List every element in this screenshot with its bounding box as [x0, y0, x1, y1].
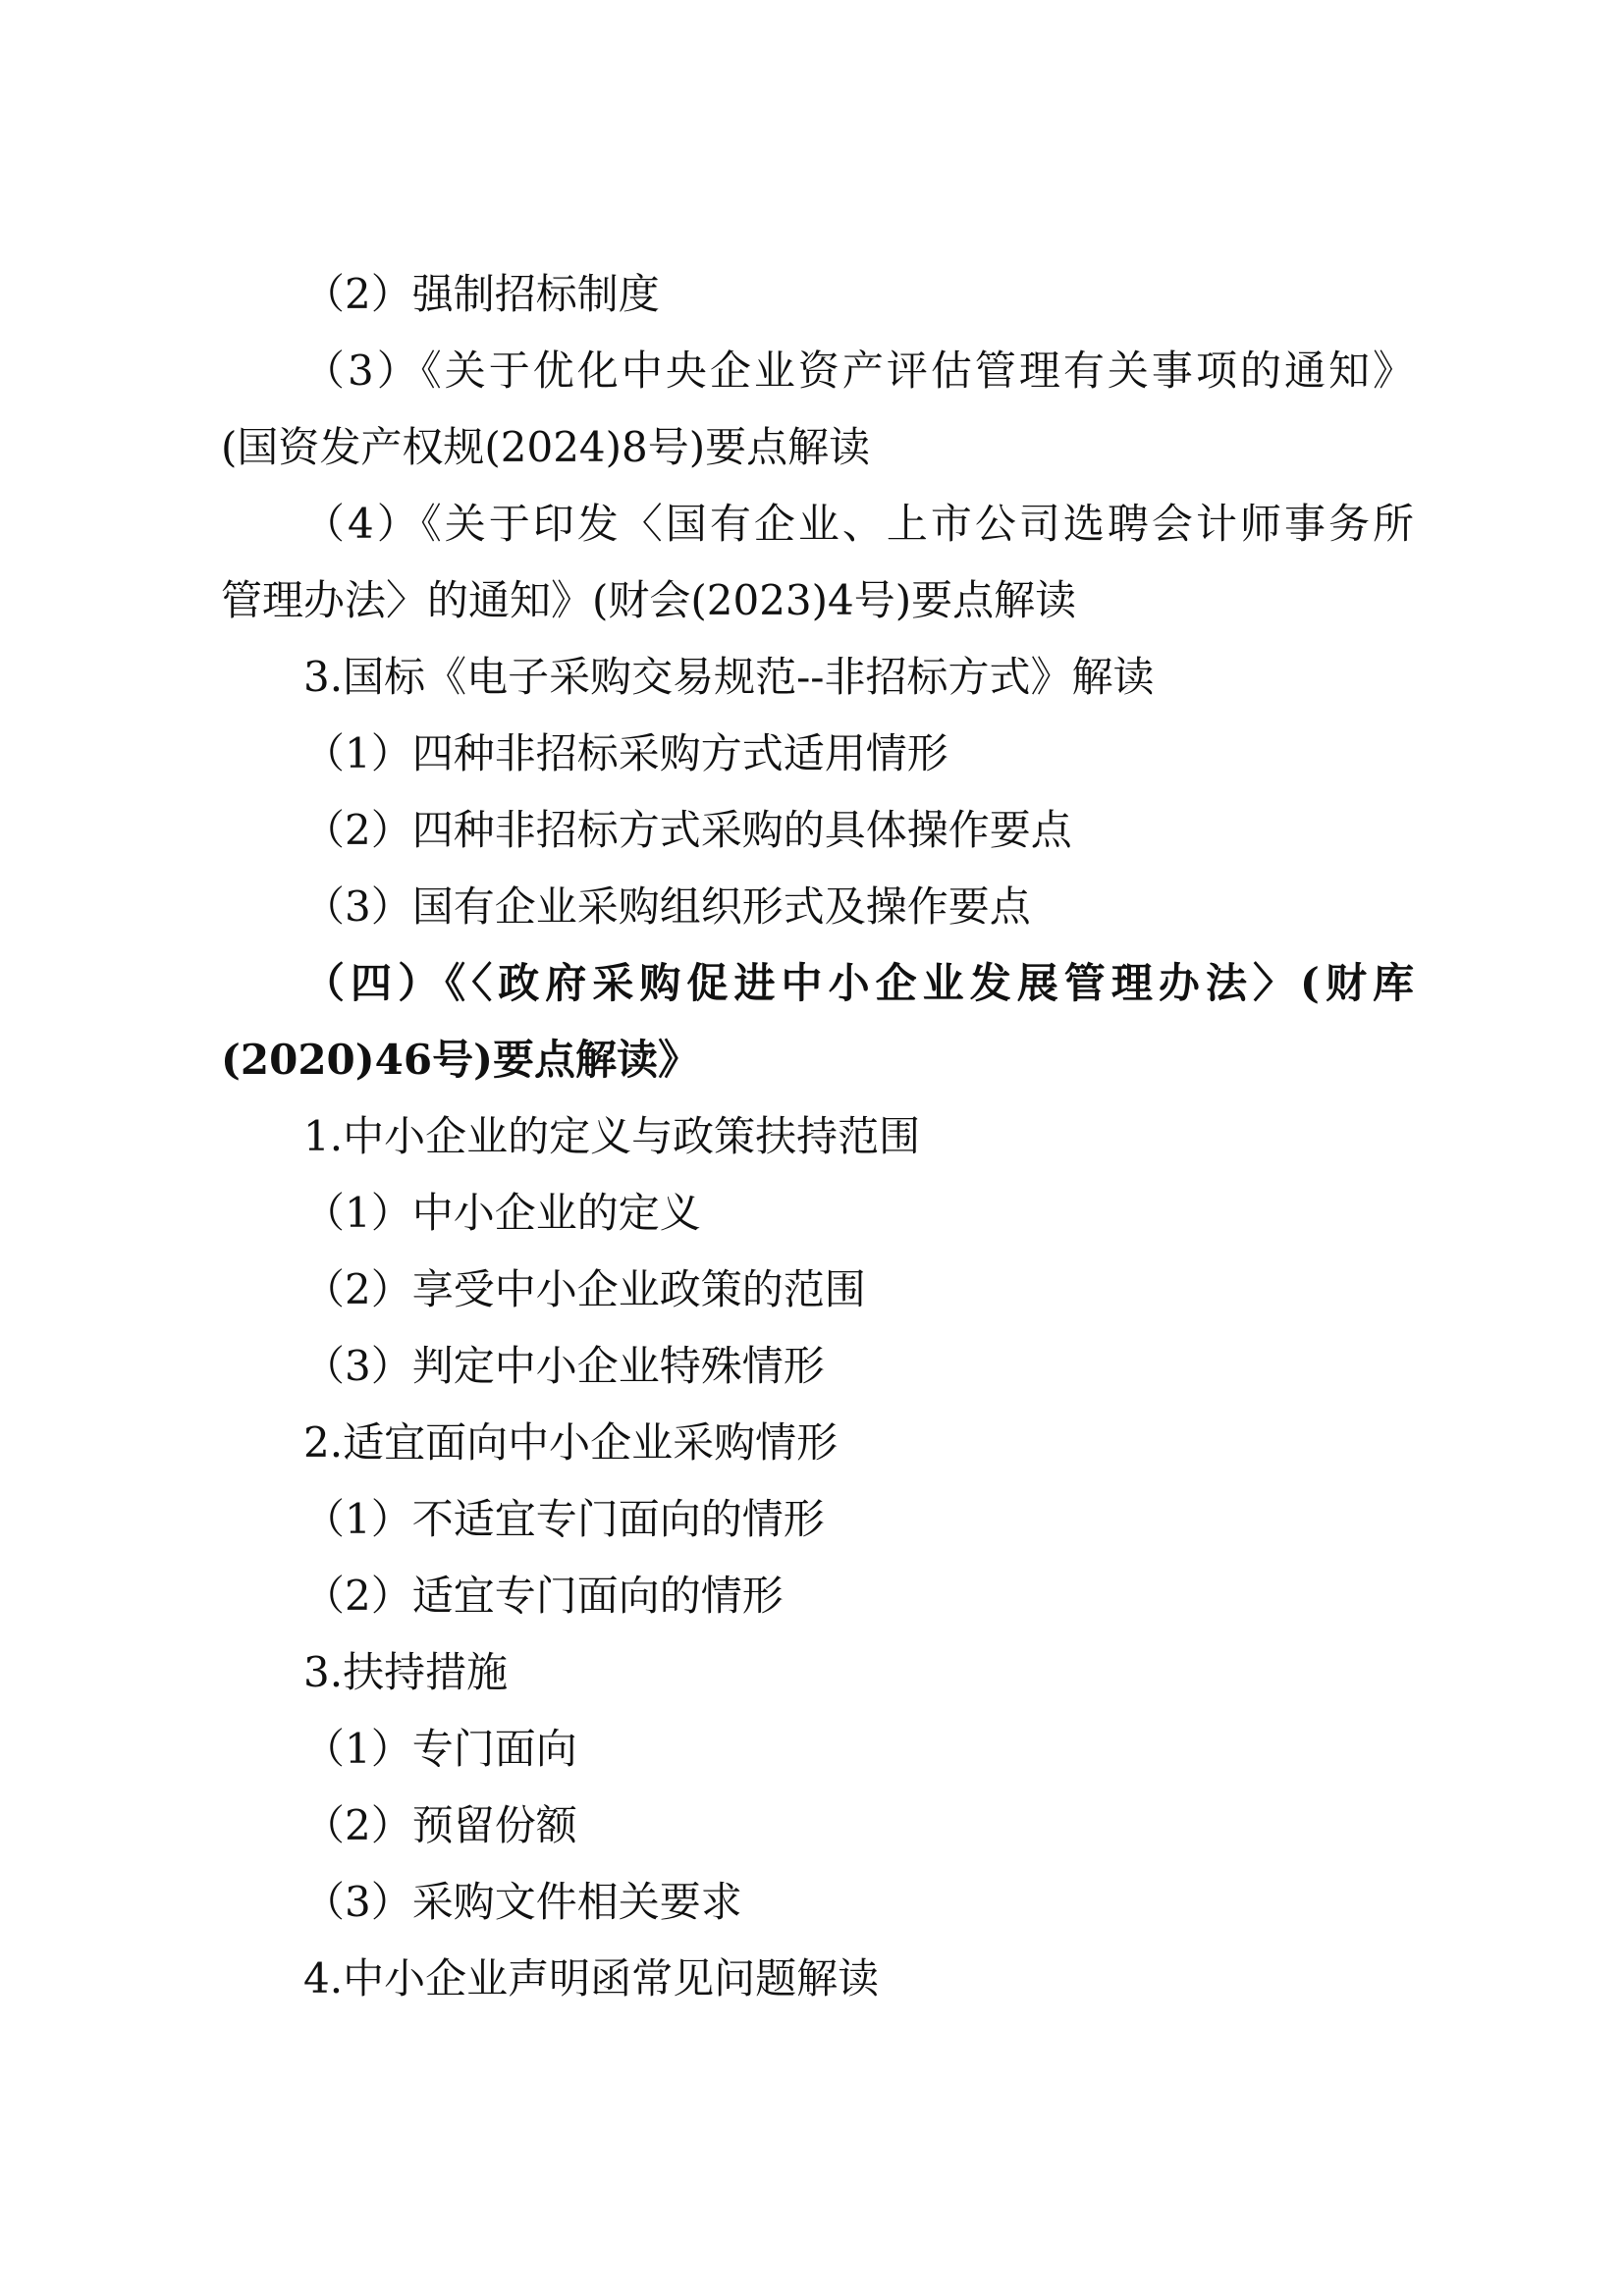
numbered-item: 2.适宜面向中小企业采购情形 — [303, 1418, 839, 1467]
list-item: （2）四种非招标方式采购的具体操作要点 — [303, 806, 1072, 854]
list-item: （3）采购文件相关要求 — [303, 1878, 742, 1926]
list-item: （1）专门面向 — [303, 1725, 577, 1773]
numbered-item: 1.中小企业的定义与政策扶持范围 — [303, 1112, 921, 1160]
list-item: （2）强制招标制度 — [303, 270, 660, 318]
list-item: （4）《关于印发〈国有企业、上市公司选聘会计师事务所 — [303, 500, 1414, 548]
list-item-continuation: (国资发产权规(2024)8号)要点解读 — [221, 423, 871, 471]
list-item: （3）《关于优化中央企业资产评估管理有关事项的通知》 — [303, 347, 1414, 395]
list-item-continuation: 管理办法〉的通知》(财会(2023)4号)要点解读 — [221, 576, 1077, 624]
list-item: （2）适宜专门面向的情形 — [303, 1572, 784, 1620]
list-item: （2）享受中小企业政策的范围 — [303, 1265, 866, 1313]
list-item: （2）预留份额 — [303, 1801, 577, 1849]
list-item: （3）国有企业采购组织形式及操作要点 — [303, 882, 1031, 931]
section-heading-continuation: (2020)46号)要点解读》 — [221, 1036, 699, 1084]
list-item: （1）中小企业的定义 — [303, 1189, 701, 1237]
list-item: （1）不适宜专门面向的情形 — [303, 1495, 825, 1543]
numbered-item: 3.扶持措施 — [303, 1648, 509, 1696]
list-item: （1）四种非招标采购方式适用情形 — [303, 729, 948, 777]
section-heading: （四）《〈政府采购促进中小企业发展管理办法〉(财库 — [303, 959, 1414, 1007]
numbered-item: 4.中小企业声明函常见问题解读 — [303, 1954, 880, 2002]
list-item: （3）判定中小企业特殊情形 — [303, 1342, 825, 1390]
numbered-item: 3.国标《电子采购交易规范--非招标方式》解读 — [303, 653, 1155, 701]
document-body — [221, 256, 1414, 2017]
